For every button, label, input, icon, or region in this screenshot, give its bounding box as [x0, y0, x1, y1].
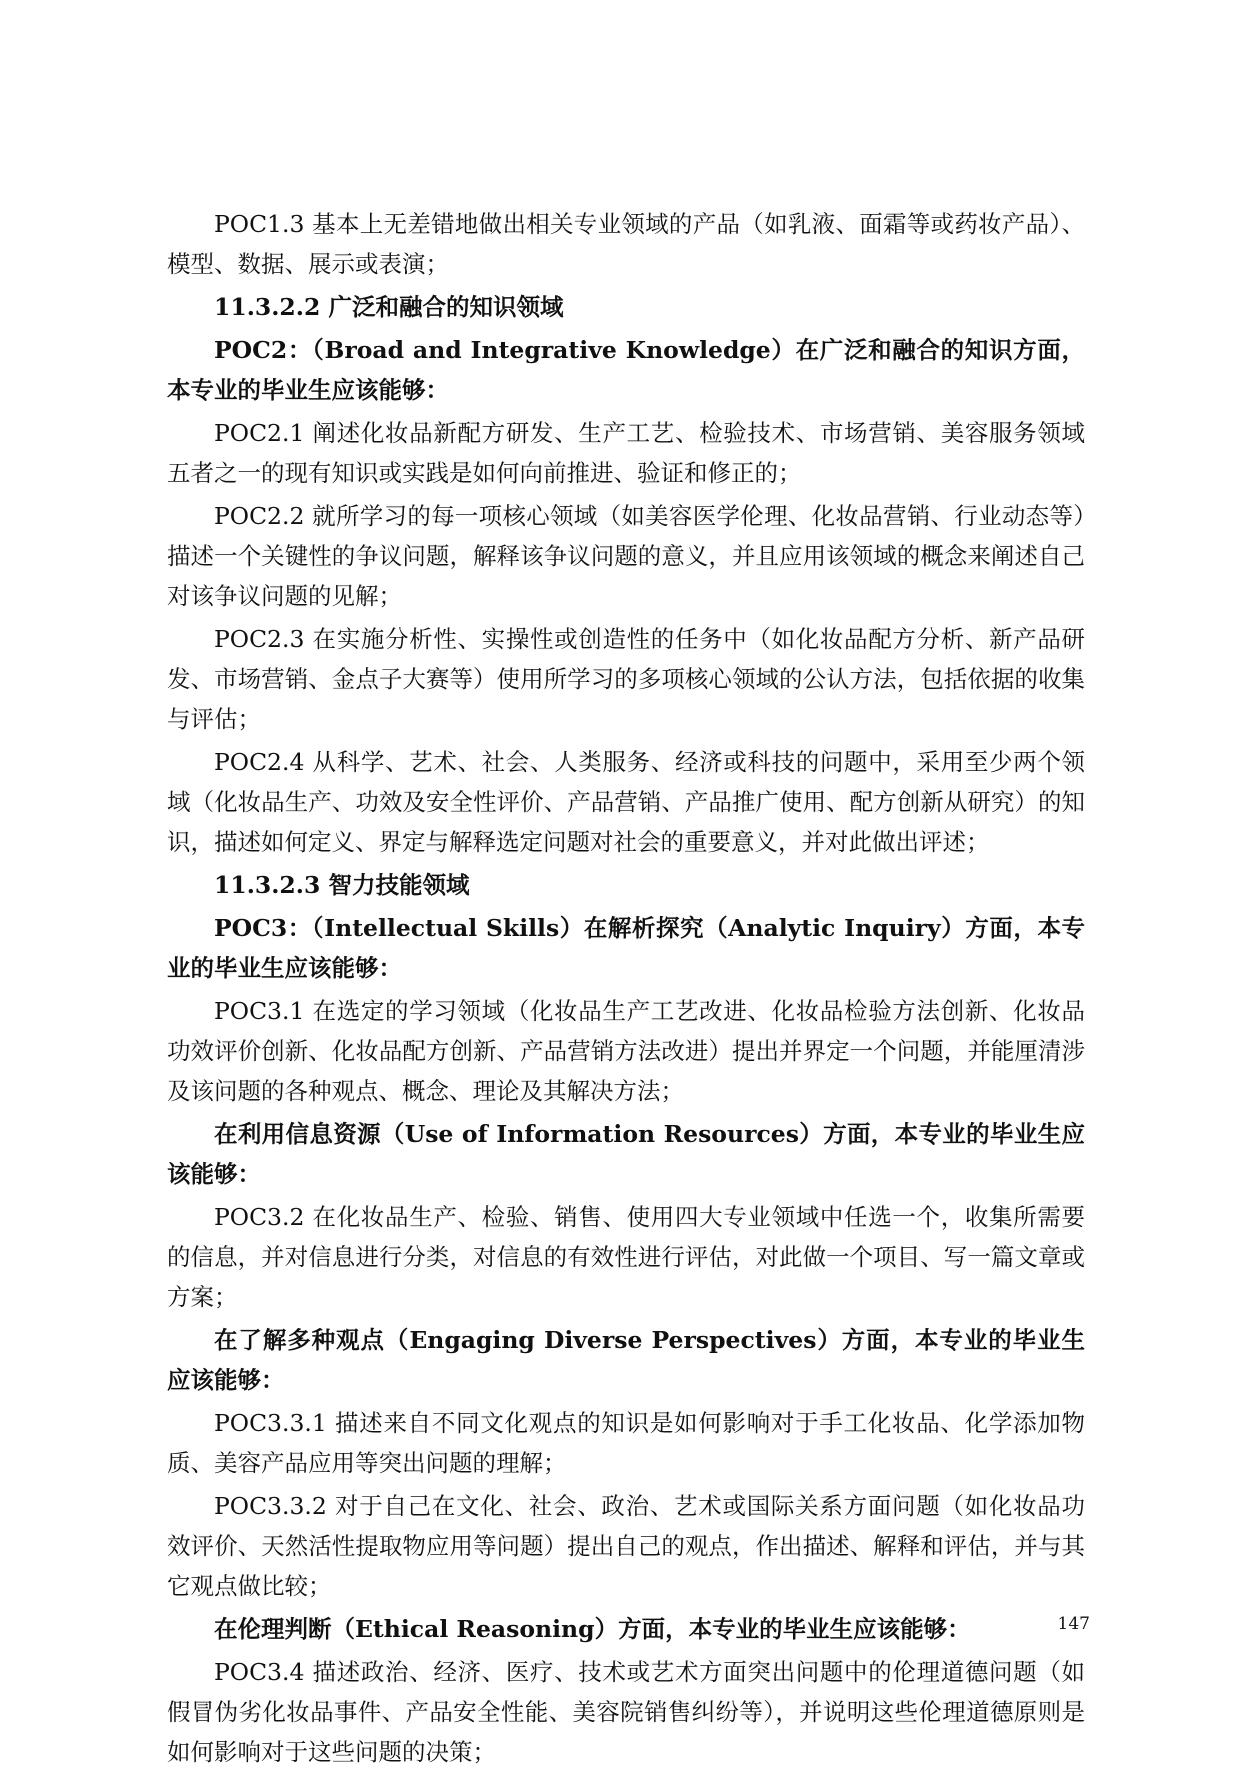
section-heading: 在了解多种观点（Engaging Diverse Perspectives）方面，本专业的毕业生应该能够：	[167, 1326, 1085, 1394]
page-body	[167, 204, 1085, 1775]
body-paragraph: POC3.1 在选定的学习领域（化妆品生产工艺改进、化妆品检验方法创新、化妆品功效评价创新、化妆品配方创新、产品营销方法改进）提出并界定一个问题，并能厘清涉及该问题的各种观点、概念、理论及其解决方法；	[167, 997, 1085, 1105]
section-heading: POC3：（Intellectual Skills）在解析探究（Analytic Inquiry）方面，本专业的毕业生应该能够：	[167, 914, 1085, 982]
body-paragraph: POC2.3 在实施分析性、实操性或创造性的任务中（如化妆品配方分析、新产品研发、市场营销、金点子大赛等）使用所学习的多项核心领域的公认方法，包括依据的收集与评估；	[167, 625, 1085, 733]
body-paragraph: POC3.2 在化妆品生产、检验、销售、使用四大专业领域中任选一个，收集所需要的信息，并对信息进行分类，对信息的有效性进行评估，对此做一个项目、写一篇文章或方案；	[167, 1203, 1085, 1311]
body-paragraph: POC3.3.1 描述来自不同文化观点的知识是如何影响对于手工化妆品、化学添加物质、美容产品应用等突出问题的理解；	[167, 1409, 1085, 1477]
body-paragraph: POC3.4 描述政治、经济、医疗、技术或艺术方面突出问题中的伦理道德问题（如假冒伪劣化妆品事件、产品安全性能、美容院销售纠纷等），并说明这些伦理道德原则是如何影响对于这些问题的决策；	[167, 1658, 1085, 1766]
body-paragraph: POC2.1 阐述化妆品新配方研发、生产工艺、检验技术、市场营销、美容服务领域五者之一的现有知识或实践是如何向前推进、验证和修正的；	[167, 419, 1085, 487]
section-heading: 在利用信息资源（Use of Information Resources）方面，本专业的毕业生应该能够：	[167, 1120, 1085, 1188]
section-heading: 11.3.2.2 广泛和融合的知识领域	[214, 293, 564, 321]
body-paragraph: POC1.3 基本上无差错地做出相关专业领域的产品（如乳液、面霜等或药妆产品）、模型、数据、展示或表演；	[167, 210, 1085, 278]
page-number: 147	[1057, 1614, 1090, 1634]
body-paragraph: POC3.3.2 对于自己在文化、社会、政治、艺术或国际关系方面问题（如化妆品功效评价、天然活性提取物应用等问题）提出自己的观点，作出描述、解释和评估，并与其它观点做比较；	[167, 1492, 1085, 1600]
section-heading: 11.3.2.3 智力技能领域	[214, 871, 470, 899]
section-heading: 在伦理判断（Ethical Reasoning）方面，本专业的毕业生应该能够：	[214, 1615, 971, 1643]
body-paragraph: POC2.4 从科学、艺术、社会、人类服务、经济或科技的问题中，采用至少两个领域（化妆品生产、功效及安全性评价、产品营销、产品推广使用、配方创新从研究）的知识，描述如何定义、界定与解释选定问题对社会的重要意义，并对此做出评述；	[167, 748, 1085, 856]
body-paragraph: POC2.2 就所学习的每一项核心领域（如美容医学伦理、化妆品营销、行业动态等）描述一个关键性的争议问题，解释该争议问题的意义，并且应用该领域的概念来阐述自己对该争议问题的见解；	[167, 502, 1085, 610]
section-heading: POC2：（Broad and Integrative Knowledge）在广泛和融合的知识方面，本专业的毕业生应该能够：	[167, 336, 1085, 404]
